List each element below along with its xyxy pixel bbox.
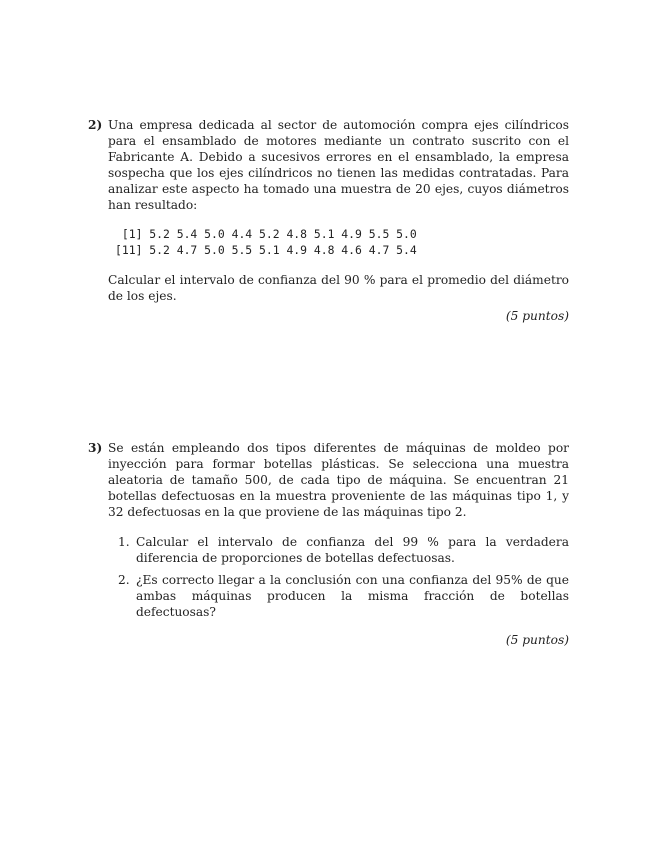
problem-3-statement: Se están empleando dos tipos diferentes de máquinas de moldeo por inyección para formar botellas plásticas. Se selecciona una muestra aleatoria de tamaño 500, de cada tipo de máquina. Se encuentran 21 botellas defectuosas en la muestra proveniente de las máquinas tipo 1, y 32 defectuosas en la que proviene de las máquinas tipo 2. [108, 441, 569, 519]
data-sample [115, 226, 569, 258]
subquestion-1-label: 1. [118, 535, 130, 549]
problem-3-subquestions [108, 534, 569, 620]
problem-3 [88, 440, 569, 648]
problem-3-points: (5 puntos) [505, 633, 569, 647]
problem-2-statement: Una empresa dedicada al sector de automoción compra ejes cilíndricos para el ensamblado de motores mediante un contrato suscrito con el Fabricante A. Debido a sucesivos errores en el ensamblado, la empresa sospecha que los ejes cilíndricos no tienen las medidas contratadas. Para analizar este aspecto ha tomado una muestra de 20 ejes, cuyos diámetros han resultado: [108, 118, 569, 212]
subquestion-2-text: ¿Es correcto llegar a la conclusión con una confianza del 95% de que ambas máquinas producen la misma fracción de botellas defectuosas? [136, 573, 569, 619]
problem-2 [88, 117, 569, 324]
problem-2-question: Calcular el intervalo de confianza del 90 % para el promedio del diámetro de los ejes. [108, 273, 569, 303]
problem-2-number: 2) [88, 118, 103, 132]
subquestion-2-label: 2. [118, 573, 130, 587]
problem-3-number: 3) [88, 441, 103, 455]
data-line-2: [11] 5.2 4.7 5.0 5.5 5.1 4.9 4.8 4.6 4.7 5.4 [115, 243, 417, 257]
subquestion-1-text: Calcular el intervalo de confianza del 99 % para la verdadera diferencia de proporciones de botellas defectuosas. [136, 535, 569, 565]
subquestion-1 [108, 534, 569, 566]
subquestion-2 [108, 572, 569, 620]
data-line-1: [1] 5.2 5.4 5.0 4.4 5.2 4.8 5.1 4.9 5.5 5.0 [115, 227, 417, 241]
problem-2-points: (5 puntos) [505, 309, 569, 323]
